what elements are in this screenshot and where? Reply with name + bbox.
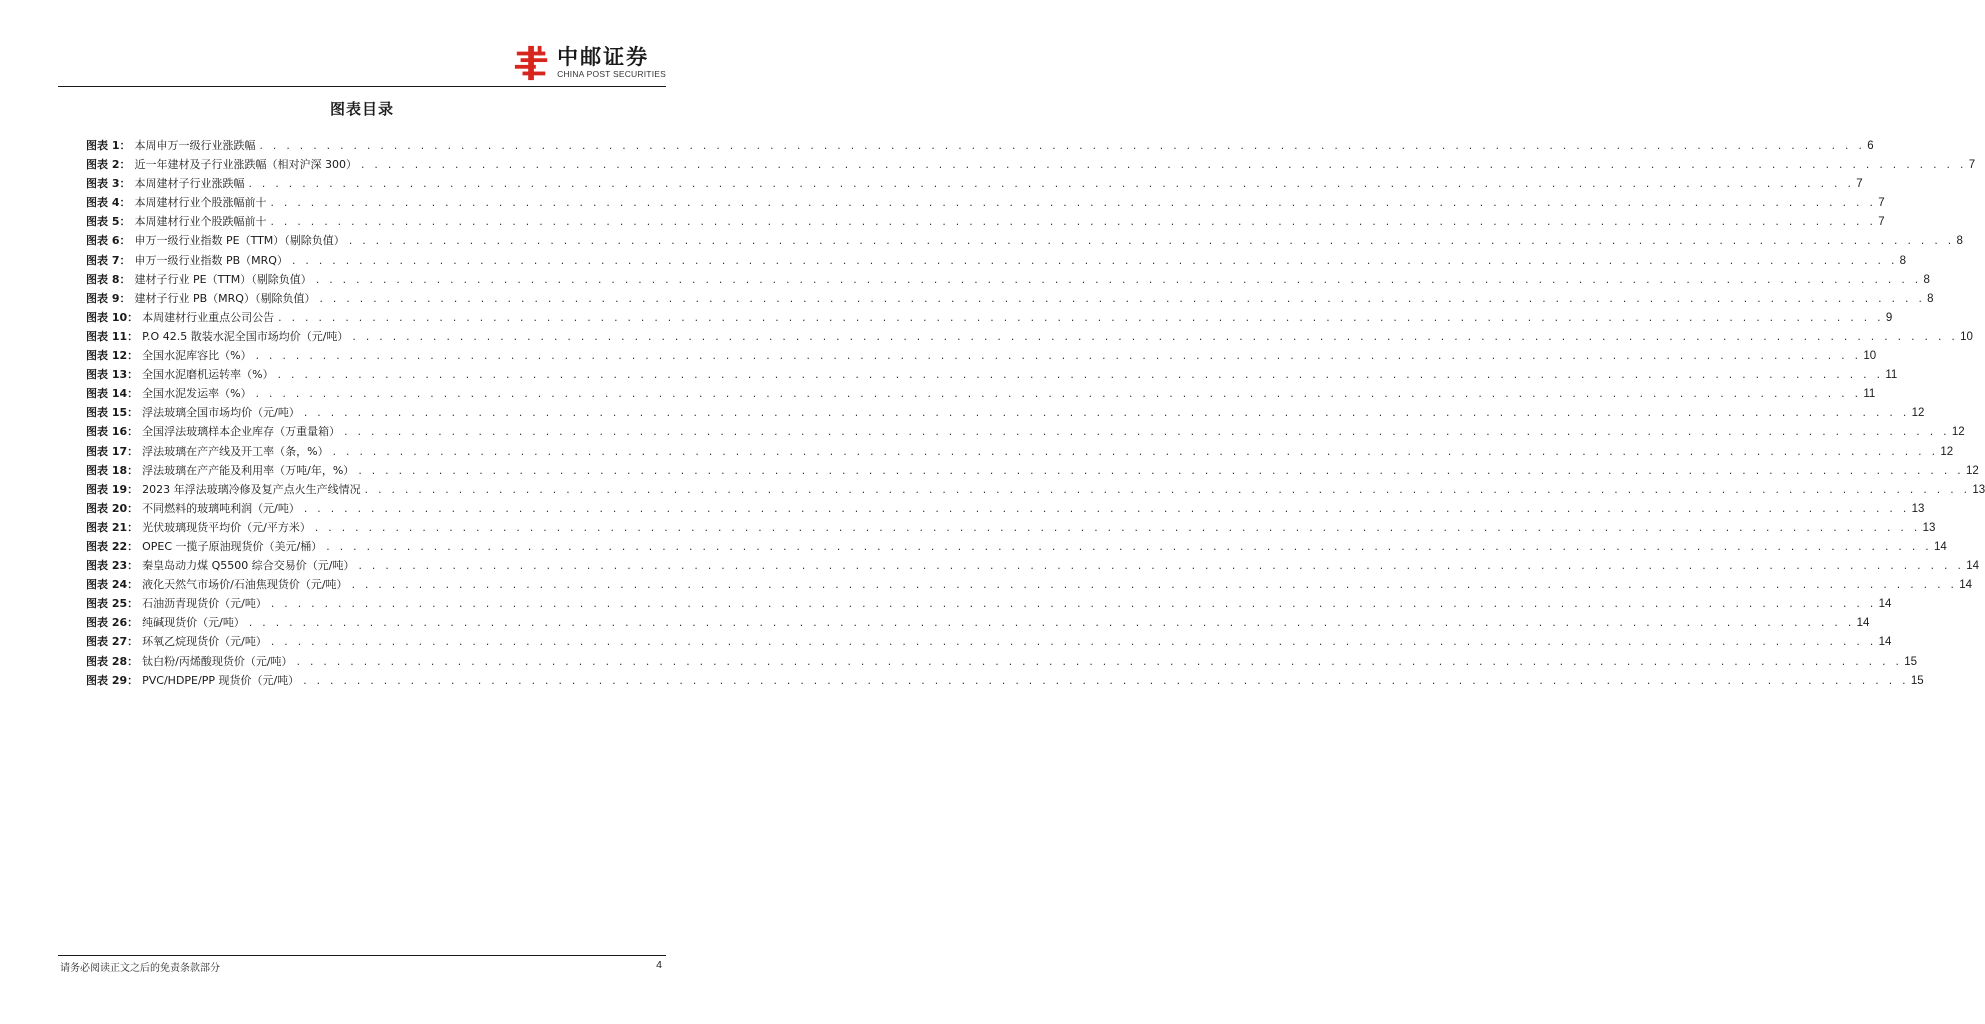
page-number: 4 <box>656 959 662 971</box>
toc-entry-page: 6 <box>1867 140 1874 152</box>
toc-entry-label: 图表 18： <box>86 463 139 477</box>
toc-entry-title: 光伏玻璃现货平均价（元/平方米） <box>142 520 311 534</box>
toc-entry-page: 13 <box>1972 483 1985 496</box>
toc-entry-title: OPEC 一揽子原油现货价（美元/桶） <box>142 539 323 553</box>
toc-entry-title: 本周建材行业重点公司公告 <box>142 310 275 324</box>
toc-entry-title: 浮法玻璃在产产线及开工率（条，%） <box>142 444 329 458</box>
toc-dot-leader: . . . . . . . . . . . . . . . . . . . . . . . . . . . . . . . . . . . . . . . . . . . . . . . . . . . . . . . . . . . . . . . . . . . . . . . . . . . . . . . . . . . . . . . . . . . . . . . . . . . . . . . . . . . . . . . . . . . . . . . . <box>314 275 1921 286</box>
disclaimer-note: 请务必阅读正文之后的免责条款部分 <box>60 963 220 974</box>
toc-entry-title: 本周建材行业个股跌幅前十 <box>134 215 267 229</box>
toc-entry-title: 近一年建材及子行业涨跌幅（相对沪深 300） <box>134 158 357 172</box>
toc-entry-title: 本周建材子行业涨跌幅 <box>134 177 245 191</box>
toc-entry[interactable] <box>86 213 1885 232</box>
toc-dot-leader: . . . . . . . . . . . . . . . . . . . . . . . . . . . . . . . . . . . . . . . . . . . . . . . . . . . . . . . . . . . . . . . . . . . . . . . . . . . . . . . . . . . . . . . . . . . . . . . . . . . . . . . . . . . . . . . . . . . . . . . . <box>254 352 1861 363</box>
toc-entry-label: 图表 21： <box>86 520 139 534</box>
toc-dot-leader: . . . . . . . . . . . . . . . . . . . . . . . . . . . . . . . . . . . . . . . . . . . . . . . . . . . . . . . . . . . . . . . . . . . . . . . . . . . . . . . . . . . . . . . . . . . . . . . . . . . . . . . . . . . . . . . . . . . . . . . . <box>357 562 1964 573</box>
china-post-logo-icon <box>513 44 551 82</box>
toc-entry-label: 图表 16： <box>86 425 139 439</box>
toc-entry-title: 申万一级行业指数 PB（MRQ） <box>134 253 288 267</box>
toc-dot-leader: . . . . . . . . . . . . . . . . . . . . . . . . . . . . . . . . . . . . . . . . . . . . . . . . . . . . . . . . . . . . . . . . . . . . . . . . . . . . . . . . . . . . . . . . . . . . . . . . . . . . . . . . . . . . . . . . . . . . . . . . <box>290 256 1897 267</box>
toc-entry-title: 全国浮法玻璃样本企业库存（万重量箱） <box>142 425 341 439</box>
toc-entry-page: 7 <box>1856 178 1863 191</box>
toc-entry[interactable] <box>86 500 1925 519</box>
toc-entry[interactable] <box>86 519 1936 538</box>
toc-dot-leader: . . . . . . . . . . . . . . . . . . . . . . . . . . . . . . . . . . . . . . . . . . . . . . . . . . . . . . . . . . . . . . . . . . . . . . . . . . . . . . . . . . . . . . . . . . . . . . . . . . . . . . . . . . . . . . . . . . . . . . . . <box>302 676 1908 687</box>
toc-entry-page: 14 <box>1933 540 1947 553</box>
toc-dot-leader: . . . . . . . . . . . . . . . . . . . . . . . . . . . . . . . . . . . . . . . . . . . . . . . . . . . . . . . . . . . . . . . . . . . . . . . . . . . . . . . . . . . . . . . . . . . . . . . . . . . . . . . . . . . . . . . . . . . . . . . . <box>318 294 1925 305</box>
toc-entry-title: 申万一级行业指数 PE（TTM）（剔除负值） <box>134 234 345 248</box>
toc-entry-page: 7 <box>1968 159 1976 172</box>
toc-entry-label: 图表 8： <box>86 272 131 286</box>
toc-entry[interactable] <box>86 271 1930 290</box>
toc-entry-title: 液化天然气市场价/石油焦现货价（元/吨） <box>142 578 348 592</box>
toc-dot-leader: . . . . . . . . . . . . . . . . . . . . . . . . . . . . . . . . . . . . . . . . . . . . . . . . . . . . . . . . . . . . . . . . . . . . . . . . . . . . . . . . . . . . . . . . . . . . . . . . . . . . . . . . . . . . . . . . . . . . . . . . <box>347 237 1954 248</box>
toc-entry-label: 图表 7： <box>86 253 131 267</box>
toc-dot-leader: . . . . . . . . . . . . . . . . . . . . . . . . . . . . . . . . . . . . . . . . . . . . . . . . . . . . . . . . . . . . . . . . . . . . . . . . . . . . . . . . . . . . . . . . . . . . . . . . . . . . . . . . . . . . . . . . . . . . . . . . <box>247 180 1854 191</box>
toc-entry-label: 图表 10： <box>86 310 139 324</box>
toc-entry-title: 纯碱现货价（元/吨） <box>142 616 245 630</box>
toc-entry[interactable] <box>86 404 1925 423</box>
toc-entry-title: P.O 42.5 散装水泥全国市场均价（元/吨） <box>142 329 349 343</box>
toc-entry-label: 图表 25： <box>86 597 139 611</box>
page-header <box>0 0 724 88</box>
company-logo <box>513 44 666 82</box>
toc-dot-leader: . . . . . . . . . . . . . . . . . . . . . . . . . . . . . . . . . . . . . . . . . . . . . . . . . . . . . . . . . . . . . . . . . . . . . . . . . . . . . . . . . . . . . . . . . . . . . . . . . . . . . . . . . . . . . . . . . . . . . . . . <box>277 313 1883 324</box>
toc-entry[interactable] <box>86 385 1876 404</box>
toc-dot-leader: . . . . . . . . . . . . . . . . . . . . . . . . . . . . . . . . . . . . . . . . . . . . . . . . . . . . . . . . . . . . . . . . . . . . . . . . . . . . . . . . . . . . . . . . . . . . . . . . . . . . . . . . . . . . . . . . . . . . . . . . <box>269 199 1876 210</box>
toc-entry[interactable] <box>86 538 1947 557</box>
toc-entry-label: 图表 2： <box>86 158 131 172</box>
header-divider <box>58 86 666 87</box>
toc-entry-page: 13 <box>1911 502 1925 515</box>
toc-dot-leader: . . . . . . . . . . . . . . . . . . . . . . . . . . . . . . . . . . . . . . . . . . . . . . . . . . . . . . . . . . . . . . . . . . . . . . . . . . . . . . . . . . . . . . . . . . . . . . . . . . . . . . . . . . . . . . . . . . . . . . . . <box>269 600 1876 611</box>
toc-entry-title: 全国水泥库容比（%） <box>142 349 252 363</box>
toc-entry-label: 图表 14： <box>86 387 139 401</box>
toc-entry-title: 建材子行业 PB（MRQ）（剔除负值） <box>134 291 316 305</box>
toc-entry-title: 本周建材行业个股涨幅前十 <box>134 196 267 210</box>
toc-entry-page: 14 <box>1959 579 1973 592</box>
toc-entry[interactable] <box>86 653 1918 672</box>
toc-entry-label: 图表 22： <box>86 539 139 553</box>
toc-entry-label: 图表 15： <box>86 406 139 420</box>
toc-dot-leader: . . . . . . . . . . . . . . . . . . . . . . . . . . . . . . . . . . . . . . . . . . . . . . . . . . . . . . . . . . . . . . . . . . . . . . . . . . . . . . . . . . . . . . . . . . . . . . . . . . . . . . . . . . . . . . . . . . . . . . . . <box>247 619 1854 630</box>
toc-entry-label: 图表 4： <box>86 196 131 210</box>
toc-entry-label: 图表 26： <box>86 616 139 630</box>
toc-entry-title: 钛白粉/丙烯酸现货价（元/吨） <box>142 654 293 668</box>
toc-dot-leader: . . . . . . . . . . . . . . . . . . . . . . . . . . . . . . . . . . . . . . . . . . . . . . . . . . . . . . . . . . . . . . . . . . . . . . . . . . . . . . . . . . . . . . . . . . . . . . . . . . . . . . . . . . . . . . . . . . . . . . . . <box>302 409 1909 420</box>
toc-entry-title: 全国水泥磨机运转率（%） <box>142 368 274 382</box>
toc-dot-leader: . . . . . . . . . . . . . . . . . . . . . . . . . . . . . . . . . . . . . . . . . . . . . . . . . . . . . . . . . . . . . . . . . . . . . . . . . . . . . . . . . . . . . . . . . . . . . . . . . . . . . . . . . . . . . . . . . . . . . . . . <box>351 332 1958 343</box>
toc-entry-label: 图表 17： <box>86 444 139 458</box>
toc-entry-label: 图表 13： <box>86 368 139 382</box>
toc-entry-page: 12 <box>1951 426 1965 439</box>
toc-entry-page: 14 <box>1856 617 1870 630</box>
toc-entry-label: 图表 24： <box>86 578 139 592</box>
toc-dot-leader: . . . . . . . . . . . . . . . . . . . . . . . . . . . . . . . . . . . . . . . . . . . . . . . . . . . . . . . . . . . . . . . . . . . . . . . . . . . . . . . . . . . . . . . . . . . . . . . . . . . . . . . . . . . . . . . . . . . . . . . . <box>269 638 1876 649</box>
toc-entry-page: 11 <box>1885 369 1898 382</box>
toc-entry-page: 8 <box>1923 273 1930 286</box>
logo-chinese-name: 中邮证券 <box>557 45 650 69</box>
toc-dot-leader: . . . . . . . . . . . . . . . . . . . . . . . . . . . . . . . . . . . . . . . . . . . . . . . . . . . . . . . . . . . . . . . . . . . . . . . . . . . . . . . . . . . . . . . . . . . . . . . . . . . . . . . . . . . . . . . . . . . . . . . . <box>363 485 1970 496</box>
toc-dot-leader: . . . . . . . . . . . . . . . . . . . . . . . . . . . . . . . . . . . . . . . . . . . . . . . . . . . . . . . . . . . . . . . . . . . . . . . . . . . . . . . . . . . . . . . . . . . . . . . . . . . . . . . . . . . . . . . . . . . . . . . . <box>258 142 1865 152</box>
toc-entry-label: 图表 1： <box>86 139 131 152</box>
toc-entry-page: 7 <box>1878 197 1885 210</box>
toc-entry[interactable] <box>86 595 1892 614</box>
toc-dot-leader: . . . . . . . . . . . . . . . . . . . . . . . . . . . . . . . . . . . . . . . . . . . . . . . . . . . . . . . . . . . . . . . . . . . . . . . . . . . . . . . . . . . . . . . . . . . . . . . . . . . . . . . . . . . . . . . . . . . . . . . . <box>357 466 1964 477</box>
toc-entry[interactable] <box>86 252 1907 271</box>
toc-entry-label: 图表 19： <box>86 482 139 496</box>
toc-entry-label: 图表 20： <box>86 501 139 515</box>
toc-dot-leader: . . . . . . . . . . . . . . . . . . . . . . . . . . . . . . . . . . . . . . . . . . . . . . . . . . . . . . . . . . . . . . . . . . . . . . . . . . . . . . . . . . . . . . . . . . . . . . . . . . . . . . . . . . . . . . . . . . . . . . . . <box>325 542 1931 553</box>
toc-entry-label: 图表 5： <box>86 215 131 229</box>
toc-entry-title: 秦皇岛动力煤 Q5500 综合交易价（元/吨） <box>142 559 355 573</box>
toc-entry-page: 15 <box>1904 655 1918 668</box>
toc-entry-label: 图表 11： <box>86 329 139 343</box>
footer-divider <box>58 955 666 956</box>
toc-dot-leader: . . . . . . . . . . . . . . . . . . . . . . . . . . . . . . . . . . . . . . . . . . . . . . . . . . . . . . . . . . . . . . . . . . . . . . . . . . . . . . . . . . . . . . . . . . . . . . . . . . . . . . . . . . . . . . . . . . . . . . . . <box>313 523 1920 534</box>
toc-entry-label: 图表 28： <box>86 654 139 668</box>
toc-entry[interactable] <box>86 309 1893 328</box>
toc-dot-leader: . . . . . . . . . . . . . . . . . . . . . . . . . . . . . . . . . . . . . . . . . . . . . . . . . . . . . . . . . . . . . . . . . . . . . . . . . . . . . . . . . . . . . . . . . . . . . . . . . . . . . . . . . . . . . . . . . . . . . . . . <box>331 447 1938 458</box>
toc-entry[interactable] <box>86 443 1954 462</box>
toc-entry-page: 14 <box>1878 636 1892 649</box>
toc-entry-page: 12 <box>1966 464 1979 477</box>
toc-entry-label: 图表 12： <box>86 349 139 363</box>
toc-entry-page: 13 <box>1922 521 1936 534</box>
toc-entry-page: 7 <box>1878 216 1885 229</box>
toc-entry-label: 图表 23： <box>86 559 139 573</box>
toc-entry[interactable] <box>86 423 1965 442</box>
toc-entry-page: 10 <box>1863 350 1877 363</box>
toc-entry[interactable] <box>86 137 1874 156</box>
toc-entry-page: 14 <box>1966 560 1980 573</box>
toc-entry-title: 建材子行业 PE（TTM）（剔除负值） <box>134 272 312 286</box>
toc-entry[interactable] <box>86 557 1980 576</box>
toc-entry-page: 8 <box>1927 292 1934 305</box>
toc-entry-title: 浮法玻璃在产产能及利用率（万吨/年，%） <box>142 463 355 477</box>
toc-entry-page: 8 <box>1899 254 1907 267</box>
toc-dot-leader: . . . . . . . . . . . . . . . . . . . . . . . . . . . . . . . . . . . . . . . . . . . . . . . . . . . . . . . . . . . . . . . . . . . . . . . . . . . . . . . . . . . . . . . . . . . . . . . . . . . . . . . . . . . . . . . . . . . . . . . . <box>254 390 1861 401</box>
toc-entry-label: 图表 27： <box>86 635 139 649</box>
toc-entry-label: 图表 29： <box>86 673 139 687</box>
toc-entry-page: 12 <box>1911 407 1925 420</box>
logo-english-name: CHINA POST SECURITIES <box>557 69 666 79</box>
toc-dot-leader: . . . . . . . . . . . . . . . . . . . . . . . . . . . . . . . . . . . . . . . . . . . . . . . . . . . . . . . . . . . . . . . . . . . . . . . . . . . . . . . . . . . . . . . . . . . . . . . . . . . . . . . . . . . . . . . . . . . . . . . . <box>276 371 1883 382</box>
toc-entry-title: 2023 年浮法玻璃冷修及复产点火生产线情况 <box>142 482 361 496</box>
toc-entry[interactable] <box>86 328 1973 347</box>
toc-entry-title: 不同燃料的玻璃吨利润（元/吨） <box>142 501 300 515</box>
toc-entry-title: 浮法玻璃全国市场均价（元/吨） <box>142 406 300 420</box>
toc-entry-page: 9 <box>1885 311 1893 324</box>
toc-entry[interactable] <box>86 633 1892 652</box>
toc-entry[interactable] <box>86 290 1934 309</box>
toc-entry[interactable] <box>86 576 1973 595</box>
toc-entry[interactable] <box>86 347 1877 366</box>
toc-entry[interactable] <box>86 366 1898 385</box>
toc-entry-page: 12 <box>1940 445 1954 458</box>
toc-entry-title: 全国水泥发运率（%） <box>142 387 252 401</box>
toc-dot-leader: . . . . . . . . . . . . . . . . . . . . . . . . . . . . . . . . . . . . . . . . . . . . . . . . . . . . . . . . . . . . . . . . . . . . . . . . . . . . . . . . . . . . . . . . . . . . . . . . . . . . . . . . . . . . . . . . . . . . . . . . <box>343 428 1949 439</box>
toc-entry[interactable] <box>86 481 1985 500</box>
toc-entry[interactable] <box>86 156 1976 175</box>
toc-dot-leader: . . . . . . . . . . . . . . . . . . . . . . . . . . . . . . . . . . . . . . . . . . . . . . . . . . . . . . . . . . . . . . . . . . . . . . . . . . . . . . . . . . . . . . . . . . . . . . . . . . . . . . . . . . . . . . . . . . . . . . . . <box>295 657 1902 668</box>
toc-entry-page: 11 <box>1863 388 1876 401</box>
toc-entry-title: 环氧乙烷现货价（元/吨） <box>142 635 267 649</box>
toc-dot-leader: . . . . . . . . . . . . . . . . . . . . . . . . . . . . . . . . . . . . . . . . . . . . . . . . . . . . . . . . . . . . . . . . . . . . . . . . . . . . . . . . . . . . . . . . . . . . . . . . . . . . . . . . . . . . . . . . . . . . . . . . <box>269 218 1876 229</box>
toc-entry[interactable] <box>86 462 1979 481</box>
toc-entry-page: 14 <box>1878 598 1892 611</box>
toc-entry-label: 图表 6： <box>86 234 131 248</box>
toc-entry-label: 图表 3： <box>86 177 131 191</box>
toc-entry[interactable] <box>86 232 1963 251</box>
figure-toc-list <box>86 137 1985 691</box>
toc-entry[interactable] <box>86 175 1863 194</box>
toc-entry-title: 石油沥青现货价（元/吨） <box>142 597 267 611</box>
toc-dot-leader: . . . . . . . . . . . . . . . . . . . . . . . . . . . . . . . . . . . . . . . . . . . . . . . . . . . . . . . . . . . . . . . . . . . . . . . . . . . . . . . . . . . . . . . . . . . . . . . . . . . . . . . . . . . . . . . . . . . . . . . . <box>350 581 1957 592</box>
toc-entry-page: 10 <box>1960 330 1973 343</box>
toc-entry[interactable] <box>86 194 1885 213</box>
toc-entry-title: 本周申万一级行业涨跌幅 <box>134 139 256 152</box>
toc-entry-label: 图表 9： <box>86 291 131 305</box>
toc-entry-page: 15 <box>1910 674 1924 687</box>
toc-entry-page: 8 <box>1956 235 1963 248</box>
toc-dot-leader: . . . . . . . . . . . . . . . . . . . . . . . . . . . . . . . . . . . . . . . . . . . . . . . . . . . . . . . . . . . . . . . . . . . . . . . . . . . . . . . . . . . . . . . . . . . . . . . . . . . . . . . . . . . . . . . . . . . . . . . . <box>302 504 1909 515</box>
toc-entry[interactable] <box>86 614 1870 633</box>
toc-entry-title: PVC/HDPE/PP 现货价（元/吨） <box>142 673 300 687</box>
toc-dot-leader: . . . . . . . . . . . . . . . . . . . . . . . . . . . . . . . . . . . . . . . . . . . . . . . . . . . . . . . . . . . . . . . . . . . . . . . . . . . . . . . . . . . . . . . . . . . . . . . . . . . . . . . . . . . . . . . . . . . . . . . . <box>359 161 1966 172</box>
page-title: 图表目录 <box>329 100 394 118</box>
toc-entry[interactable] <box>86 672 1924 691</box>
